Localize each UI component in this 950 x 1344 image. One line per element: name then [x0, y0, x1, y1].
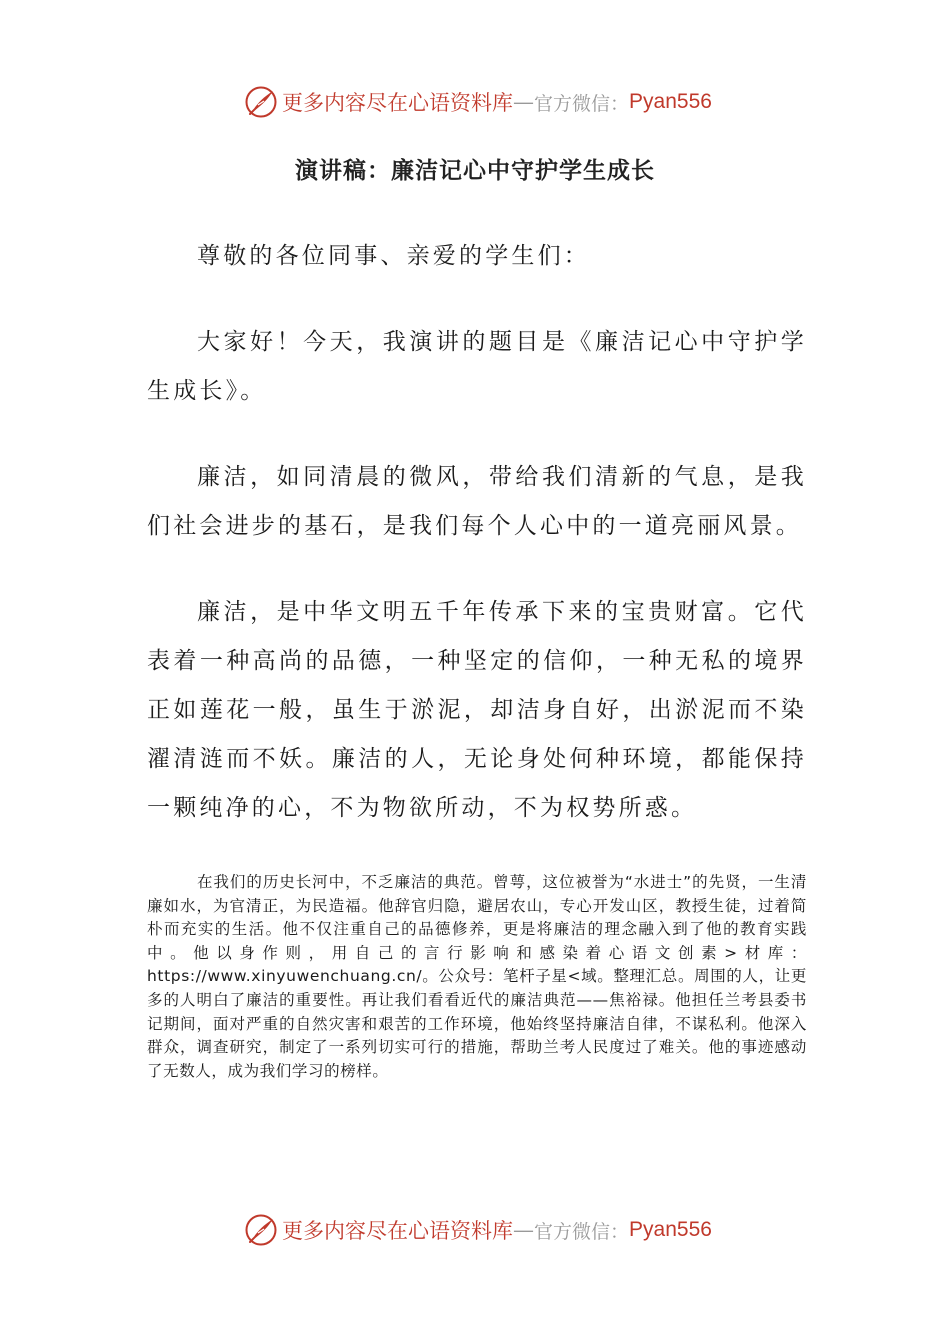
header-separator: —: [513, 90, 535, 114]
quill-logo-icon: [244, 85, 278, 119]
header-banner-inner: [244, 85, 712, 119]
header-brand-text: 更多内容尽在心语资料库: [282, 91, 514, 115]
document-body: [147, 232, 807, 870]
quill-logo-icon: [244, 1213, 278, 1247]
footer-brand-text: 更多内容尽在心语资料库: [282, 1219, 514, 1243]
footer-wechat-id: Pyan556: [629, 1218, 712, 1241]
header-banner: [0, 82, 950, 122]
intro-paragraph: 大家好！今天，我演讲的题目是《廉洁记心中守护学生成长》。: [147, 329, 807, 404]
history-examples-paragraph: 在我们的历史长河中，不乏廉洁的典范。曾萼，这位被誉为“水进士”的先贤，一生清廉如水，为官清正，为民造福。他辞官归隐，避居农山，专心开发山区，教授生徒，过着简朴而充实的生活。他不仅注重自己的品德修养，更是将廉洁的理念融入到了他的教育实践中。他以身作则，用自己的言行影响和感染着心语文创素>材库：https://www.xinyuwenchuang.cn/。公众号：笔杆子星<域。整理汇总。周围的人，让更多的人明白了廉洁的重要性。再让我们看看近代的廉洁典范——焦裕禄。他担任兰考县委书记期间，面对严重的自然灾害和艰苦的工作环境，他始终坚持廉洁自律，不谋私利。他深入群众，调查研究，制定了一系列切实可行的措施，帮助兰考人民度过了难关。他的事迹感动了无数人，成为我们学习的榜样。: [147, 873, 807, 1080]
footer-wechat-label: 官方微信：: [534, 1220, 630, 1243]
greeting-paragraph: 尊敬的各位同事、亲爱的学生们：: [197, 243, 590, 269]
footer-banner-inner: [244, 1213, 712, 1247]
footer-separator: —: [513, 1218, 535, 1242]
integrity-breeze-paragraph: 廉洁，如同清晨的微风，带给我们清新的气息，是我们社会进步的基石，是我们每个人心中的一道亮丽风景。: [147, 464, 807, 539]
footer-banner: [0, 1210, 950, 1250]
header-wechat-id: Pyan556: [629, 90, 712, 113]
document-title: 演讲稿：廉洁记心中守护学生成长: [295, 158, 655, 184]
header-wechat-label: 官方微信：: [534, 92, 630, 115]
integrity-heritage-paragraph: 廉洁，是中华文明五千年传承下来的宝贵财富。它代表着一种高尚的品德，一种坚定的信仰，一种无私的境界正如莲花一般，虽生于淤泥，却洁身自好，出淤泥而不染濯清涟而不妖。廉洁的人，无论身处何种环境，都能保持一颗纯净的心，不为物欲所动，不为权势所惑。: [147, 599, 807, 821]
